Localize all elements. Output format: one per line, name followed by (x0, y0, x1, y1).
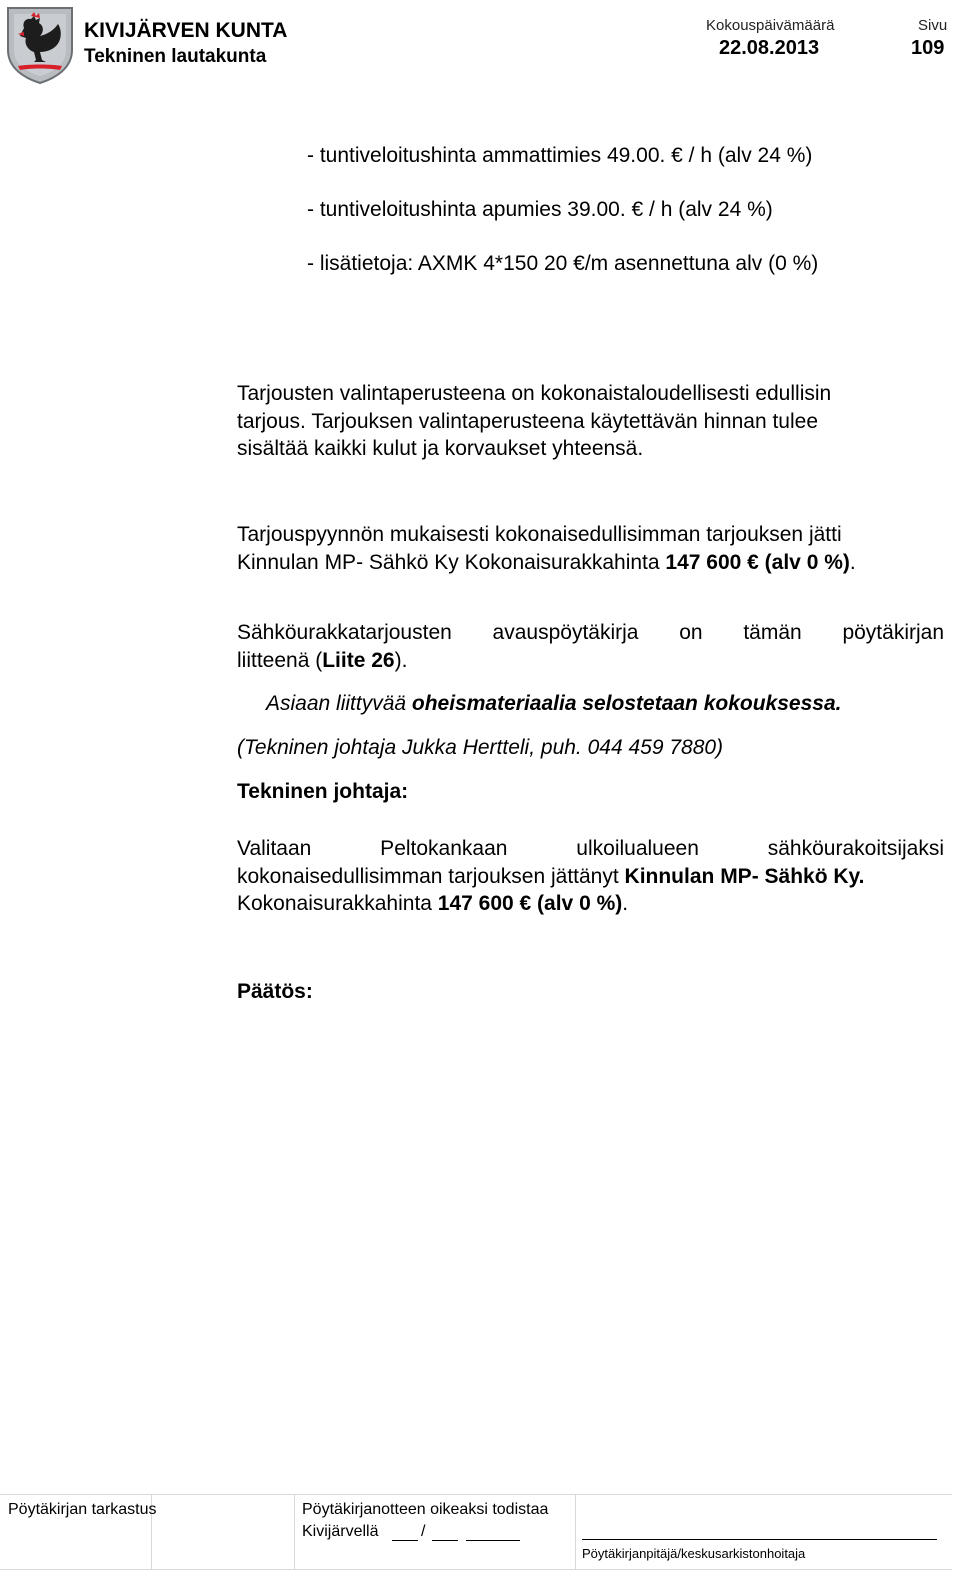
date-day-line (392, 1540, 418, 1541)
review-label: Pöytäkirjan tarkastus (8, 1501, 157, 1518)
price-line-assistant: - tuntiveloitushinta apumies 39.00. € / h (alv 24 %) (307, 198, 773, 221)
result-line: Kinnulan MP- Sähkö Ky Kokonaisurakkahinta 147 600 € (alv 0 %). (237, 550, 856, 574)
signature-footer (0, 1494, 952, 1570)
criteria-paragraph (237, 380, 947, 463)
attachment-line: Sähköurakkatarjousten avauspöytäkirja on tämän pöytäkirjan (237, 621, 944, 644)
price-line-additional: - lisätietoja: AXMK 4*150 20 €/m asennettuna alv (0 %) (307, 252, 819, 275)
attachment-reference: Liite 26 (322, 648, 395, 672)
date-month-line (432, 1540, 458, 1541)
page-number: 109 (911, 37, 945, 59)
proposal-heading: Tekninen johtaja: (237, 780, 409, 803)
decision-heading: Päätös: (237, 980, 313, 1003)
board-name: Tekninen lautakunta (84, 46, 267, 67)
footer-divider (294, 1495, 295, 1569)
total-price: 147 600 € (alv 0 %) (665, 550, 850, 574)
meeting-date-value: 22.08.2013 (719, 37, 820, 59)
page-label: Sivu (918, 17, 948, 34)
proposal-line: Valitaan Peltokankaan ulkoilualueen sähköurakoitsijaksi (237, 837, 944, 860)
criteria-line: tarjous. Tarjouksen valintaperusteena käytettävän hinnan tulee (237, 409, 818, 433)
price-line-professional: - tuntiveloitushinta ammattimies 49.00. € / h (alv 24 %) (307, 144, 813, 167)
contact-info: (Tekninen johtaja Jukka Hertteli, puh. 044 459 7880) (237, 736, 724, 759)
place-label: Kivijärvellä (302, 1523, 379, 1540)
signature-line (582, 1539, 937, 1540)
date-year-line (466, 1540, 520, 1541)
result-paragraph (237, 521, 957, 576)
attachment-paragraph (237, 619, 944, 674)
municipal-crest-icon (4, 6, 76, 84)
criteria-line: sisältää kaikki kulut ja korvaukset yhteensä. (237, 437, 644, 460)
material-note: Asiaan liittyvää oheismateriaalia selostetaan kokouksessa. (266, 692, 842, 715)
footer-divider (575, 1495, 576, 1569)
certify-label: Pöytäkirjanotteen oikeaksi todistaa (302, 1501, 549, 1518)
organization-name: KIVIJÄRVEN KUNTA (84, 19, 288, 42)
signer-title: Pöytäkirjanpitäjä/keskusarkistonhoitaja (582, 1546, 806, 1561)
proposal-line: Kokonaisurakkahinta 147 600 € (alv 0 %). (237, 892, 629, 915)
proposal-paragraph (237, 835, 944, 918)
meeting-date-label: Kokouspäivämäärä (706, 17, 835, 34)
criteria-line: Tarjousten valintaperusteena on kokonaistaloudellisesti edullisin (237, 382, 832, 405)
date-separator: / (421, 1523, 426, 1540)
attachment-line: liitteenä (Liite 26). (237, 648, 408, 672)
proposal-line: kokonaisedullisimman tarjouksen jättänyt Kinnulan MP- Sähkö Ky. (237, 864, 865, 888)
result-line: Tarjouspyynnön mukaisesti kokonaisedullisimman tarjouksen jätti (237, 523, 842, 546)
